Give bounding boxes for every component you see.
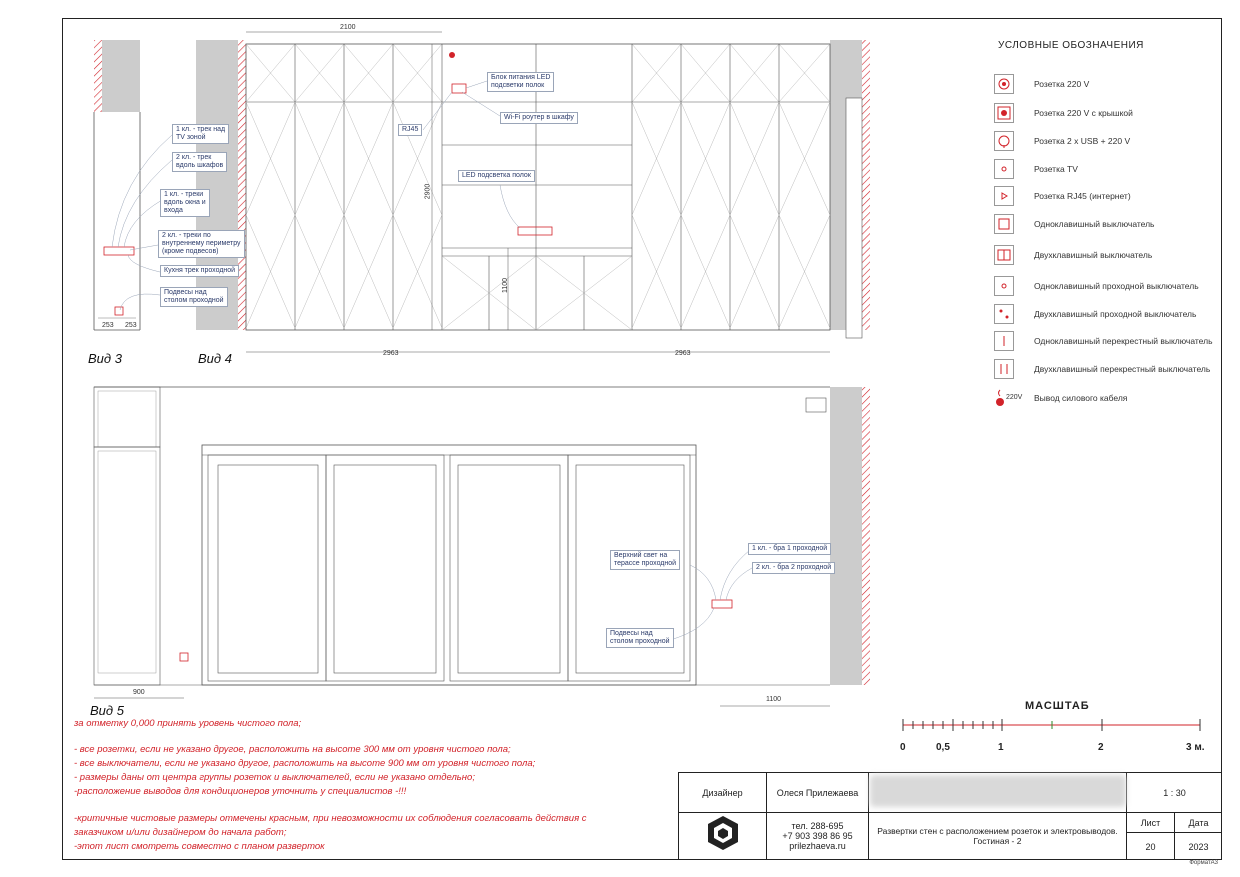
legend-label: Двухклавишный проходной выключатель: [1034, 309, 1197, 319]
note-line: - все выключатели, если не указано другое, расположить на высоте 900 мм от уровня чистого пола;: [74, 758, 536, 769]
legend-label: Двухклавишный перекрестный выключатель: [1034, 364, 1211, 374]
contacts-cell: [767, 813, 869, 860]
note-line: - размеры даны от центра группы розеток и выключателей, если не указано отдельно;: [74, 772, 475, 783]
power-cable-tag: 220V: [1006, 394, 1023, 401]
format-label: ФорматА3: [1189, 860, 1218, 866]
tv-socket-icon: [994, 159, 1014, 179]
scale-value: 1 : 30: [1127, 773, 1222, 813]
socket-usb-icon: [994, 131, 1014, 151]
sheet-description: Развертки стен с расположением розеток и электровыводов. Гостиная - 2: [869, 813, 1127, 860]
redacted-blur: [870, 775, 1126, 807]
sheet-year: 2023: [1188, 841, 1209, 852]
dim-1100: 1100: [766, 696, 782, 703]
note-line: -этот лист смотреть совместно с планом разверток: [74, 841, 325, 852]
rj45-socket-icon: [994, 186, 1014, 206]
legend-label: Одноклавишный выключатель: [1034, 219, 1155, 229]
sheet-label: Лист: [1127, 813, 1175, 833]
callout-pendants-table-2: Подвесы над столом проходной: [606, 628, 674, 648]
site-link[interactable]: prilezhaeva.ru: [789, 841, 846, 851]
phone1: тел. 288-695: [791, 821, 844, 831]
callout-terrace-light: Верхний свет на терассе проходной: [610, 550, 680, 570]
designer-label: Дизайнер: [679, 773, 767, 813]
date-label: Дата: [1175, 813, 1222, 833]
view3-title: Вид 3: [88, 351, 122, 366]
socket-lid-icon: [994, 103, 1014, 123]
callout-track-tv: 1 кл. - трек над TV зоной: [172, 124, 229, 144]
callout-rj45: RJ45: [398, 124, 422, 136]
scale-label-0: 0: [900, 742, 906, 753]
scale-label-3: 3 м.: [1186, 742, 1205, 753]
callout-led-shelves: LED подсветка полок: [458, 170, 535, 182]
callout-track-perimeter: 2 кл. - треки по внутреннему периметру (кроме подвесов): [158, 230, 245, 258]
note-line: - все розетки, если не указано другое, расположить на высоте 300 мм от уровня чистого пола;: [74, 744, 511, 755]
phone2: +7 903 398 86 95: [782, 831, 853, 841]
note-line: -расположение выводов для кондиционеров уточнить у специалистов -!!!: [74, 786, 407, 797]
callout-track-wardrobe: 2 кл. - трек вдоль шкафов: [172, 152, 227, 172]
note-line: заказчиком и/или дизайнером до начала работ;: [74, 827, 287, 838]
legend-label: Одноклавишный перекрестный выключатель: [1034, 336, 1213, 346]
view3-drawing: [94, 40, 140, 330]
logo-cell: [679, 813, 767, 860]
dim-2963a: 2963: [383, 350, 399, 357]
pass-switch-1-icon: [994, 276, 1014, 296]
callout-bra1: 1 кл. - бра 1 проходной: [748, 543, 831, 555]
callout-wifi: Wi-Fi роутер в шкафу: [500, 112, 578, 124]
dim-height-2900: 2900: [424, 183, 432, 200]
callout-led-power: Блок питания LED подсветки полок: [487, 72, 554, 92]
legend-label: Розетка TV: [1034, 164, 1078, 174]
legend-label: Розетка 220 V с крышкой: [1034, 108, 1133, 118]
socket-icon: [994, 74, 1014, 94]
scale-label-1: 1: [998, 742, 1004, 753]
cross-switch-2-icon: [994, 359, 1014, 379]
callout-kitchen-track: Кухня трек проходной: [160, 265, 239, 277]
dim-top-width: 2100: [340, 24, 356, 31]
view4-title: Вид 4: [198, 351, 232, 366]
legend-label: Розетка 220 V: [1034, 79, 1090, 89]
scale-label-2: 2: [1098, 742, 1104, 753]
switch-1-icon: [994, 214, 1014, 234]
scale-label-05: 0,5: [936, 742, 950, 753]
cross-switch-1-icon: [994, 331, 1014, 351]
legend-label: Двухклавишный выключатель: [1034, 250, 1153, 260]
pass-switch-2-icon: [994, 304, 1014, 324]
legend-label: Розетка 2 x USB + 220 V: [1034, 136, 1131, 146]
legend-label: Одноклавишный проходной выключатель: [1034, 281, 1199, 291]
callout-track-window: 1 кл. - треки вдоль окна и входа: [160, 189, 210, 217]
callout-pendants-table: Подвесы над столом проходной: [160, 287, 228, 307]
designer-name: Олеся Прилежаева: [767, 773, 869, 813]
view5-title: Вид 5: [90, 703, 124, 718]
legend-label: Розетка RJ45 (интернет): [1034, 191, 1131, 201]
scale-title: МАСШТАБ: [1025, 700, 1090, 712]
note-line: -критичные чистовые размеры отмечены красным, при невозможности их соблюдения согласовать действия с: [74, 813, 587, 824]
callout-bra2: 2 кл. - бра 2 проходной: [752, 562, 835, 574]
dim-900: 900: [133, 689, 145, 696]
switch-2-icon: [994, 245, 1014, 265]
legend-title: УСЛОВНЫЕ ОБОЗНАЧЕНИЯ: [998, 40, 1144, 51]
dim-253a: 253: [102, 322, 114, 329]
dim-height-1100: 1100: [502, 277, 510, 294]
scale-bar: [903, 719, 1200, 731]
note-line: за отметку 0,000 принять уровень чистого пола;: [74, 718, 302, 729]
dim-2963b: 2963: [675, 350, 691, 357]
legend-label: Вывод силового кабеля: [1034, 393, 1128, 403]
dim-253b: 253: [125, 322, 137, 329]
sheet-number: 20: [1127, 833, 1175, 860]
